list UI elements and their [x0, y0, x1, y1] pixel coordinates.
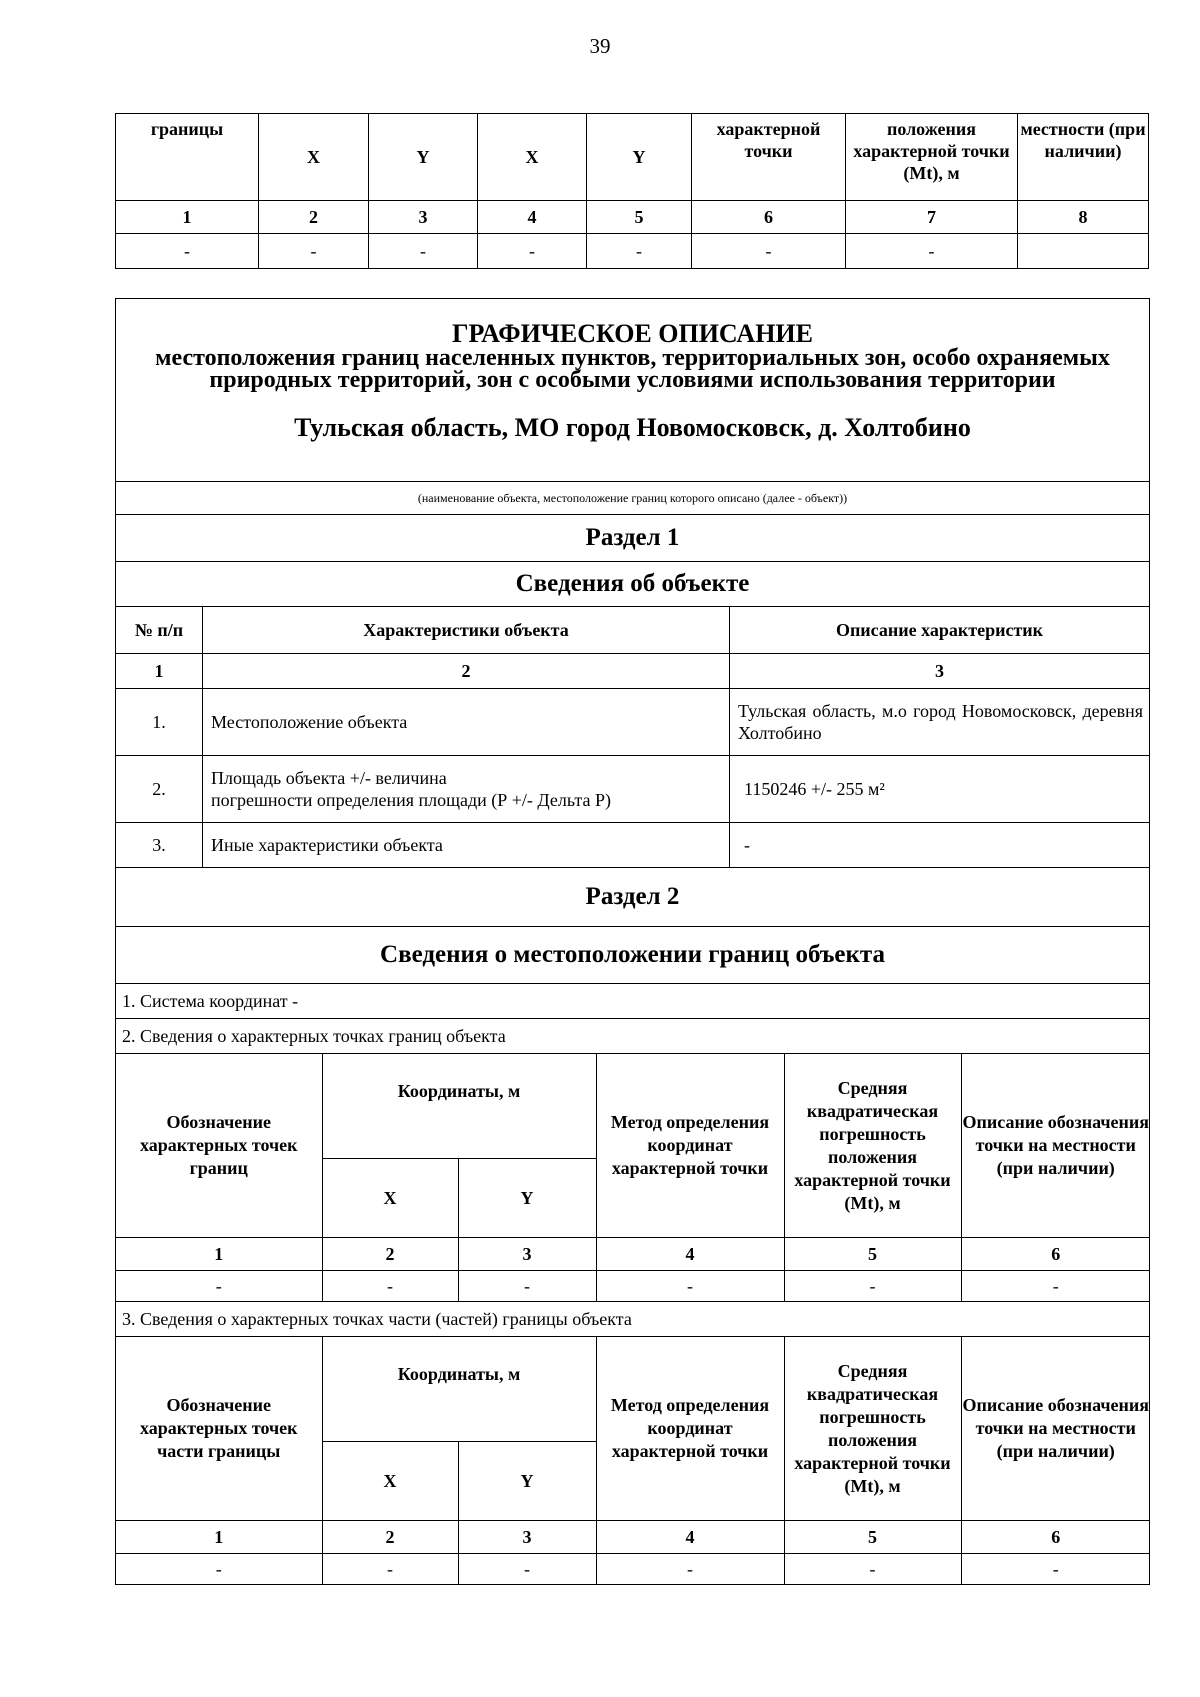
top-header-row	[116, 114, 1149, 201]
points-title: 2. Сведения о характерных точках границ объекта	[116, 1019, 1150, 1054]
row-characteristic: Местоположение объекта	[203, 689, 730, 756]
top-continuation-table	[115, 113, 1149, 269]
coord-system: 1. Система координат -	[116, 984, 1150, 1019]
header-cell: Средняя квадратическая погрешность положения характерной точки (Mt), м	[784, 1337, 961, 1521]
number-cell: 2	[203, 654, 730, 689]
header-cell: Характеристики объекта	[203, 607, 730, 654]
points-table	[116, 1054, 1150, 1301]
graphic-description-form	[115, 298, 1150, 1585]
top-number-cell: 6	[692, 201, 846, 234]
top-number-cell: 8	[1018, 201, 1149, 234]
header-cell: Обозначение характерных точек части границы	[116, 1337, 322, 1521]
header-cell: Метод определения координат характерной точки	[596, 1054, 784, 1238]
value-cell: -	[116, 1554, 322, 1585]
number-cell: 4	[596, 1238, 784, 1271]
value-cell: -	[784, 1271, 961, 1302]
section1-title: Раздел 1	[116, 515, 1150, 562]
section1-subtitle: Сведения об объекте	[116, 562, 1150, 607]
header-cell: № п/п	[116, 607, 203, 654]
number-cell: 6	[961, 1238, 1150, 1271]
parts-title: 3. Сведения о характерных точках части (частей) границы объекта	[116, 1302, 1150, 1337]
top-number-cell: 7	[846, 201, 1018, 234]
points-header-row	[116, 1054, 1150, 1159]
top-header-cell: X	[478, 114, 587, 201]
top-header-cell: Y	[369, 114, 478, 201]
value-cell: -	[458, 1271, 596, 1302]
parts-value-row	[116, 1554, 1150, 1585]
value-cell: -	[784, 1554, 961, 1585]
top-number-cell: 4	[478, 201, 587, 234]
top-header-cell: положения характерной точки (Mt), м	[846, 114, 1018, 201]
form-title: ГРАФИЧЕСКОЕ ОПИСАНИЕ	[452, 319, 813, 348]
top-header-cell: X	[259, 114, 369, 201]
points-table-row	[116, 1054, 1150, 1302]
top-value-cell: -	[846, 234, 1018, 269]
value-cell: -	[116, 1271, 322, 1302]
row-characteristic	[203, 756, 730, 823]
section2-title-row	[116, 868, 1150, 927]
top-header-cell: границы	[116, 114, 259, 201]
title-cell	[116, 299, 1150, 482]
section2-subtitle: Сведения о местоположении границ объекта	[116, 927, 1150, 984]
number-cell: 3	[458, 1521, 596, 1554]
number-cell: 2	[322, 1521, 458, 1554]
top-value-cell: -	[369, 234, 478, 269]
section1-subtitle-row	[116, 562, 1150, 607]
section2-title: Раздел 2	[116, 868, 1150, 927]
row-description: -	[730, 823, 1150, 868]
top-value-cell: -	[692, 234, 846, 269]
top-number-cell: 5	[587, 201, 692, 234]
header-cell: Y	[458, 1159, 596, 1238]
number-cell: 5	[784, 1521, 961, 1554]
parts-table	[116, 1337, 1150, 1584]
section1-row-3	[116, 823, 1150, 868]
number-cell: 1	[116, 1521, 322, 1554]
top-header-cell: Y	[587, 114, 692, 201]
header-cell: Описание обозначения точки на местности (при наличии)	[961, 1054, 1150, 1238]
number-cell: 1	[116, 1238, 322, 1271]
header-cell: X	[322, 1442, 458, 1521]
section1-number-row	[116, 654, 1150, 689]
header-cell: Метод определения координат характерной точки	[596, 1337, 784, 1521]
form-subtitle: местоположения границ населенных пунктов, территориальных зон, особо охраняемых природных территорий, зон с особыми условиями использования территории	[155, 345, 1110, 393]
top-number-row	[116, 201, 1149, 234]
number-cell: 3	[458, 1238, 596, 1271]
value-cell: -	[322, 1271, 458, 1302]
row-number: 2.	[116, 756, 203, 823]
number-cell: 3	[730, 654, 1150, 689]
value-cell: -	[596, 1554, 784, 1585]
header-cell: Обозначение характерных точек границ	[116, 1054, 322, 1238]
parts-title-row	[116, 1302, 1150, 1337]
parts-number-row	[116, 1521, 1150, 1554]
parts-table-row	[116, 1337, 1150, 1585]
section1-row-2	[116, 756, 1150, 823]
row-characteristic: Иные характеристики объекта	[203, 823, 730, 868]
coord-system-row	[116, 984, 1150, 1019]
header-cell: Описание характеристик	[730, 607, 1150, 654]
number-cell: 4	[596, 1521, 784, 1554]
row-number: 1.	[116, 689, 203, 756]
points-value-row	[116, 1271, 1150, 1302]
top-value-cell: -	[116, 234, 259, 269]
number-cell: 1	[116, 654, 203, 689]
parts-header-row	[116, 1337, 1150, 1442]
top-number-cell: 1	[116, 201, 259, 234]
header-cell: Координаты, м	[322, 1054, 596, 1159]
number-cell: 6	[961, 1521, 1150, 1554]
caption-row	[116, 482, 1150, 515]
top-value-cell	[1018, 234, 1149, 269]
top-header-cell: характерной точки	[692, 114, 846, 201]
row-characteristic-line: Площадь объекта +/- величина	[211, 768, 447, 788]
top-header-cell: местности (при наличии)	[1018, 114, 1149, 201]
top-value-cell: -	[478, 234, 587, 269]
top-value-row	[116, 234, 1149, 269]
header-cell: X	[322, 1159, 458, 1238]
value-cell: -	[596, 1271, 784, 1302]
number-cell: 2	[322, 1238, 458, 1271]
row-number: 3.	[116, 823, 203, 868]
number-cell: 5	[784, 1238, 961, 1271]
top-number-cell: 3	[369, 201, 478, 234]
header-cell: Координаты, м	[322, 1337, 596, 1442]
value-cell: -	[458, 1554, 596, 1585]
section2-subtitle-row	[116, 927, 1150, 984]
header-cell: Средняя квадратическая погрешность положения характерной точки (Mt), м	[784, 1054, 961, 1238]
header-cell: Описание обозначения точки на местности (при наличии)	[961, 1337, 1150, 1521]
page-number: 39	[589, 34, 611, 58]
row-description: Тульская область, м.о город Новомосковск, деревня Холтобино	[730, 689, 1150, 756]
object-caption: (наименование объекта, местоположение границ которого описано (далее - объект))	[116, 482, 1150, 515]
header-cell: Y	[458, 1442, 596, 1521]
top-value-cell: -	[587, 234, 692, 269]
section1-title-row	[116, 515, 1150, 562]
section1-header-row	[116, 607, 1150, 654]
points-title-row	[116, 1019, 1150, 1054]
object-name: Тульская область, МО город Новомосковск, д. Холтобино	[294, 413, 971, 442]
title-row	[116, 299, 1150, 482]
value-cell: -	[961, 1271, 1150, 1302]
top-value-cell: -	[259, 234, 369, 269]
top-number-cell: 2	[259, 201, 369, 234]
row-characteristic-line: погрешности определения площади (Р +/- Дельта Р)	[211, 790, 611, 810]
row-description: 1150246 +/- 255 м²	[730, 756, 1150, 823]
value-cell: -	[322, 1554, 458, 1585]
points-number-row	[116, 1238, 1150, 1271]
section1-row-1	[116, 689, 1150, 756]
value-cell: -	[961, 1554, 1150, 1585]
